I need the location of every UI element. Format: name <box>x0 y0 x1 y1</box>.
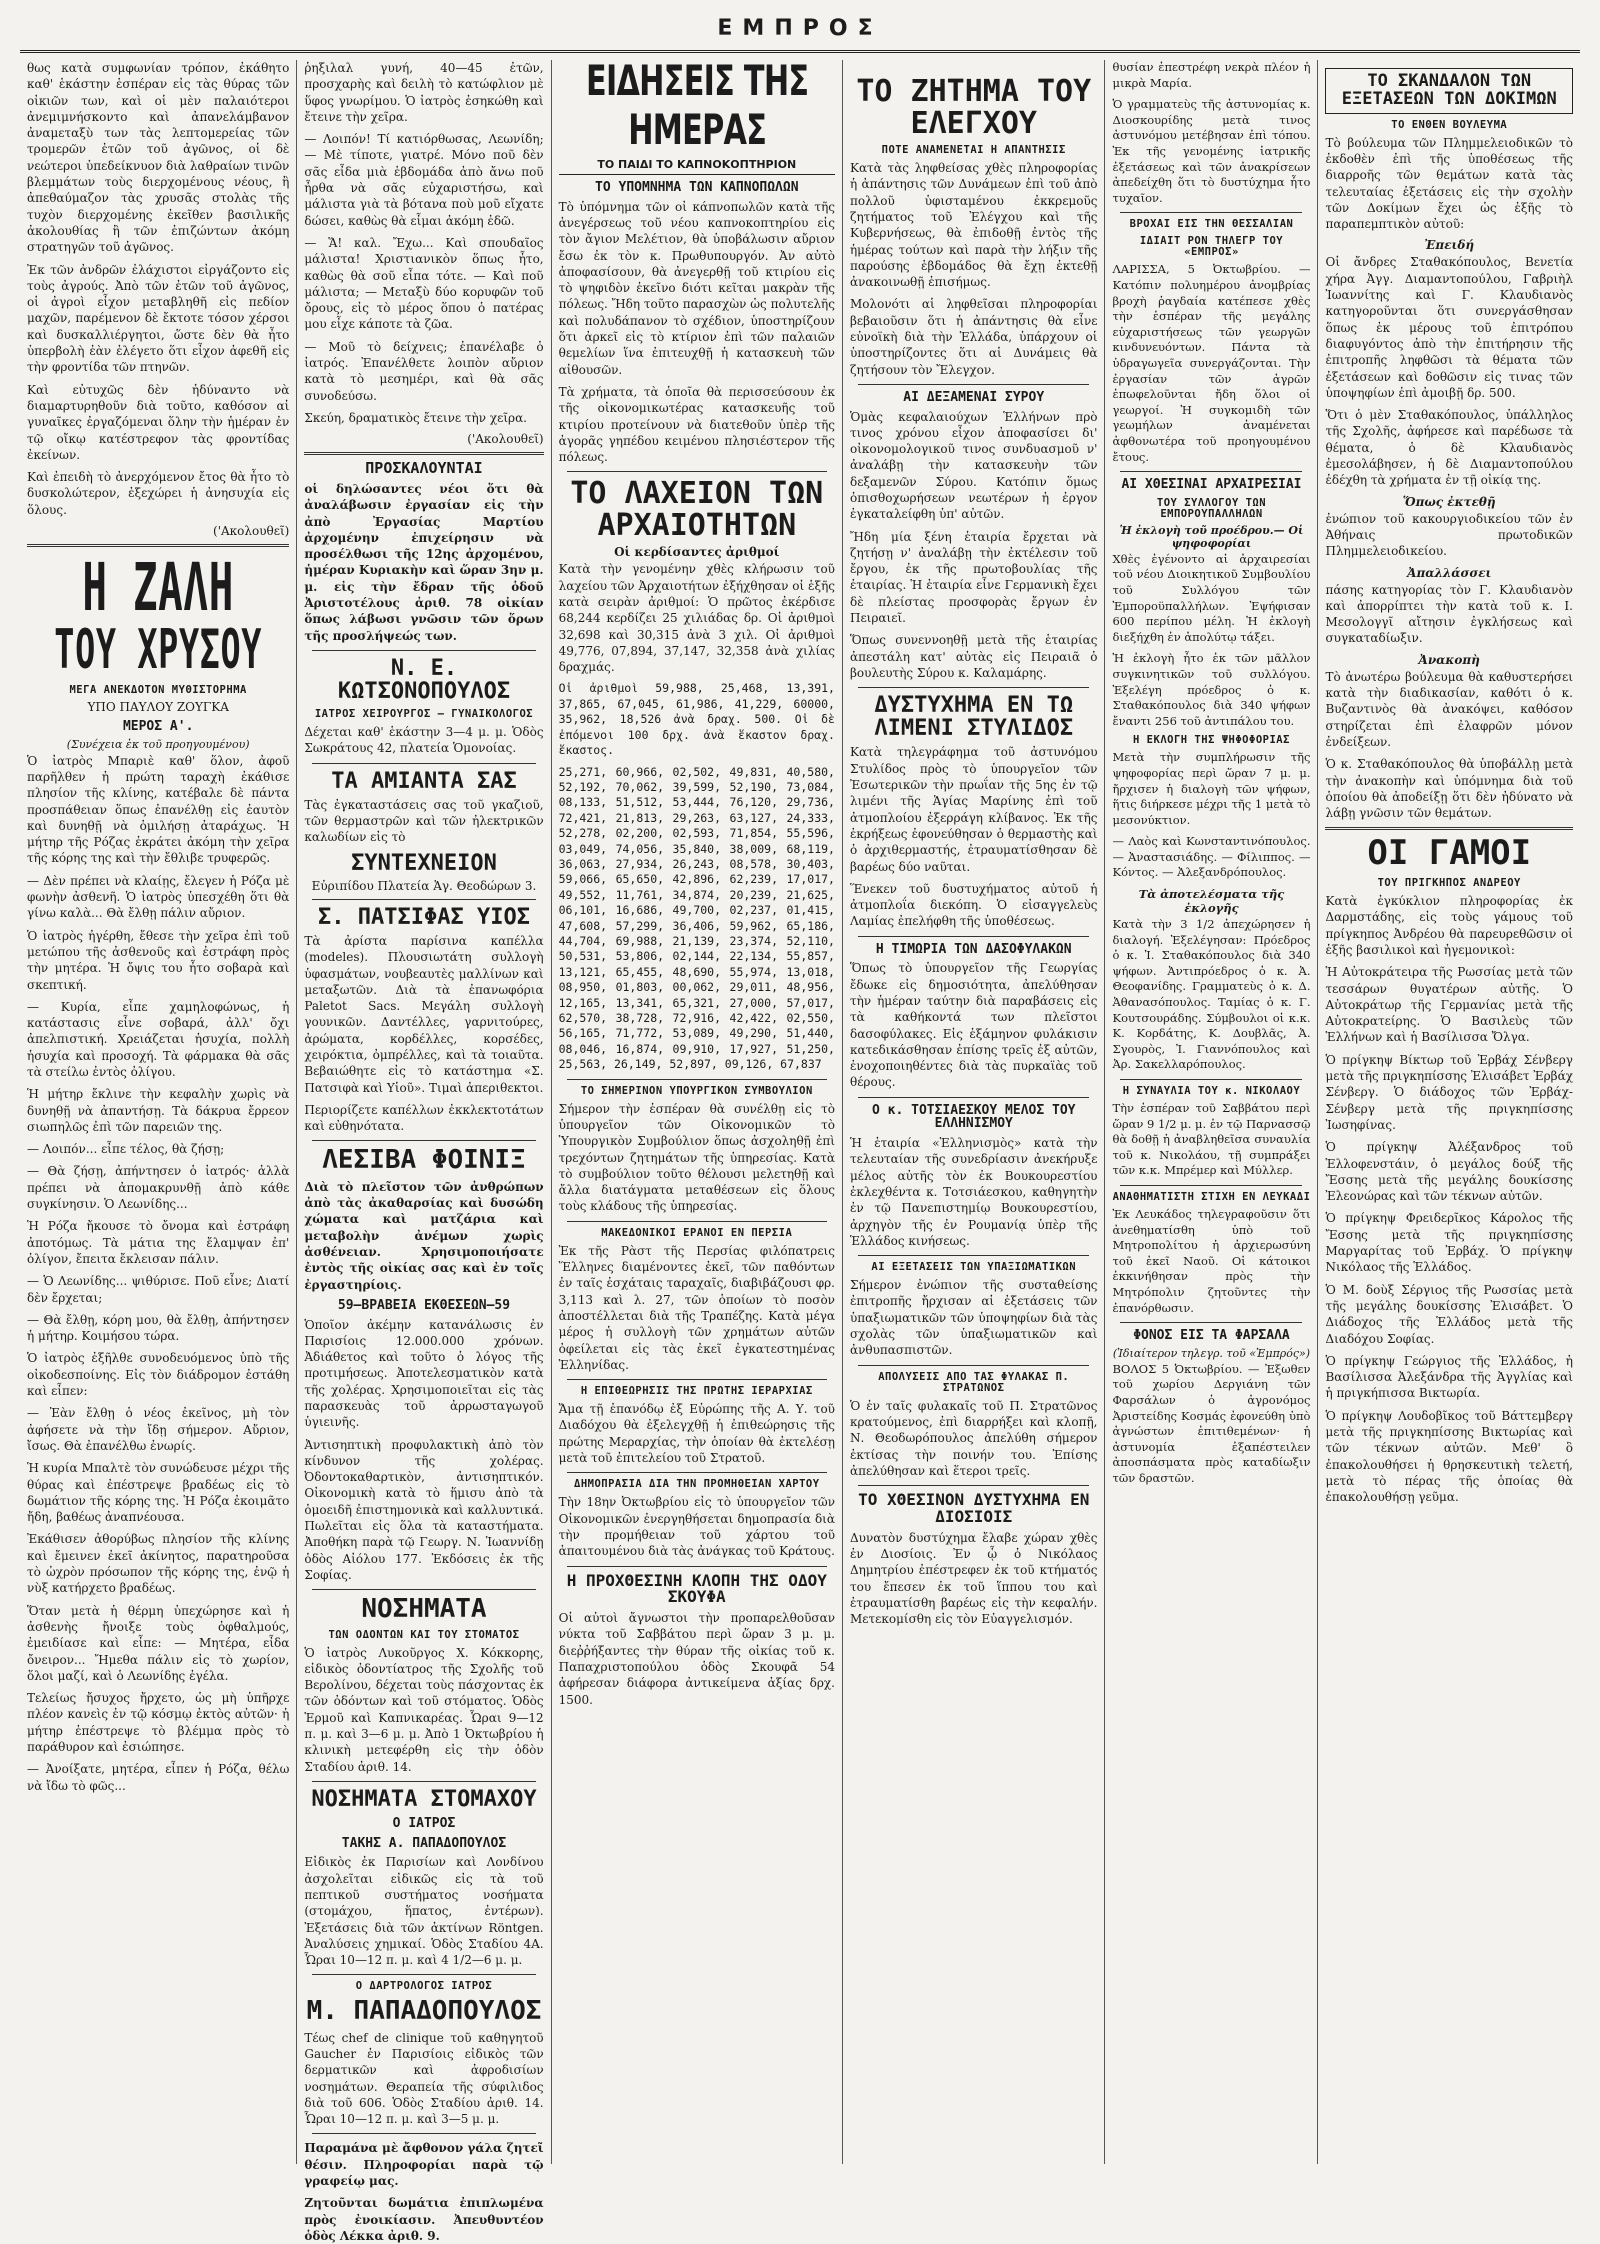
paragraph: ΛΑΡΙΣΣΑ, 5 Ὀκτωβρίου. — Κατόπιν πολυημέρου ἀνομβρίας βροχὴ ῥαγδαία κατέπεσε χθὲς τὴν ἑσπέραν τῆς μεγάλης εὐχαριστήσεως τῶν γεωργῶν κινδυνευόντων. Πάντα τὰ ὑδραγωγεῖα συνεργάζονται. Τὴν ἐργασίαν τῶν ἀγρῶν ἐπωφελοῦνται ἤδη ὅλοι οἱ γεωργοί. Ἡ συγκομιδὴ τῶν γεωμήλων ἀναμένεται ἀφθονωτέρα τοῦ προηγουμένου ἔτους. <box>1112 262 1311 464</box>
paragraph: θως κατὰ συμφωνίαν τρόπον, ἐκάθητο καθ' ἑκάστην ἑσπέραν εἰς τὰς θύρας τῶν οἰκιῶν των, καὶ οἱ μὲν παλαιότεροι ἀνεμιμνήσκοντο καὶ ἀπανελάμβανον ἀναμεταξὺ των τὰς λεπτομερείας τῶν τρομερῶν ἐτῶν τοῦ ἀγῶνος, οἱ δὲ νεώτεροι ὑπεδείκνυον διὰ λαθραίων τινῶν βλεμμάτων τοὺς διερχομένους νέους, ἢ ἀπεθαύμαζον τὰς χρυσᾶς στολὰς τῆς τυχὸν διερχομένης ἐκεῖθεν βασιλικῆς ἀκολουθίας ἢ τῶν ἐπιζώντων ἀκόμη στρατηγῶν τοῦ ἀγῶνος. <box>27 61 290 255</box>
ad-text: Τὰς ἐγκαταστάσεις σας τοῦ γκαζιοῦ, τῶν θερμαστρῶν καὶ τῶν ἠλεκτρικῶν καλωδίων εἰς τὸ <box>304 797 544 845</box>
divider <box>567 1079 827 1080</box>
article-title: ΑΙ ΕΞΕΤΑΣΕΙΣ ΤΩΝ ΥΠΑΞΙΩΜΑΤΙΚΩΝ <box>871 1261 1077 1274</box>
article-title: Τὰ ἀποτελέσματα τῆς ἐκλογῆς <box>1138 887 1285 916</box>
column-4 <box>843 60 1106 2164</box>
paragraph: — Κυρία, εἶπε χαμηλοφώνως, ἡ κατάστασις εἶνε σοβαρά, ἀλλ' ὄχι ἀπελπιστική. Χρειάζεται ἡσυχία, πολλὴ ἡσυχία καὶ προσοχή. Τὰ φάρμακα θὰ σᾶς τὰ στείλω ἐντὸς ὀλίγου. <box>27 999 290 1079</box>
ad-awards: 59—ΒΡΑΒΕΙΑ ΕΚΘΕΣΕΩΝ—59 <box>337 1297 511 1313</box>
column-1 <box>20 60 297 2164</box>
article-title: ΤΟ ΣΗΜΕΡΙΝΟΝ ΥΠΟΥΡΓΙΚΟΝ ΣΥΜΒΟΥΛΙΟΝ <box>580 1084 813 1097</box>
ad-title: ΤΑ ΑΜΙΑΝΤΑ ΣΑΣ <box>331 768 517 794</box>
paragraph: Τὸ βούλευμα τῶν Πλημμελειοδικῶν τὸ ἐκδοθὲν ἐπὶ τῆς ὑποθέσεως τῆς διαρροῆς τῶν θεμάτων κατὰ τὰς τελευταίας ἐξετάσεις εἰς τὴν σχολὴν τῶν Δοκίμων ἔχει ὡς ἑξῆς τὸ παραπεμπτικὸν αὐτοῦ: <box>1325 135 1573 232</box>
paragraph: — Ἅ! καλ. Ἔχω... Καὶ σπουδαῖος μάλιστα! Χριστιανικὸν ὅπως ἦτο, καθὼς θὰ σοῦ εἶπα τότε. — Καὶ ποῦ μάλιστα; — Μεταξὺ δύο κορυφῶν τοῦ ὄρους, εἰς τὸ μέρος ὅπου ὁ πατέρας μου εἶχε κάποτε τὰ ζῶα. <box>304 235 544 332</box>
paragraph: Σήμερον τὴν ἑσπέραν θὰ συνέλθῃ εἰς τὸ ὑπουργεῖον τῶν Οἰκονομικῶν τὸ Ὑπουργικὸν Συμβούλιον ὅπως ἀσχοληθῇ ἐπὶ τρεχόντων ζητημάτων τῆς ὑπηρεσίας. Κατὰ τὸ συμβούλιον τοῦτο θέλουσι μελετηθῇ καὶ ἄλλα διατάγματα μεταθέσεων εἰς ὅλους τοὺς κλάδους τῆς ὑπηρεσίας. <box>558 1101 835 1214</box>
columns <box>20 56 1580 2243</box>
article-subtitle: ΙΔΙΑΙΤ ΡΟΝ ΤΗΛΕΓΡ ΤΟΥ «ΕΜΠΡΟΣ» <box>1139 235 1284 259</box>
paragraph: — Ὁ Λεωνίδης... ψιθύρισε. Ποῦ εἶνε; Διατί δὲν ἔρχεται; <box>27 1274 290 1305</box>
article-title: ΒΡΟΧΑΙ ΕΙΣ ΤΗΝ ΘΕΣΣΑΛΙΑΝ <box>1129 218 1294 231</box>
paragraph: Ἤδη μία ξένη ἑταιρία ἔρχεται νὰ ζητήσῃ ν' ἀναλάβῃ τὴν ἐκτέλεσιν τοῦ ἔργου, ἐκ τῆς πρωτοβουλίας τῆς ἐταιρίας. Ἡ ἑταιρία εἶνε Γερμανικὴ ἔχει δὲ πλείστας προσφορὰς ἔργων ἐν Πειραιεῖ. <box>849 529 1098 626</box>
divider <box>312 1140 535 1141</box>
paragraph: Ὁ ἰατρὸς ἠγέρθη, ἔθεσε τὴν χεῖρα ἐπὶ τοῦ μετώπου τῆς ἀσθενοῦς καὶ ἐστράφη πρὸς τὴν μητέρα. Ἡ ὄψις του ἦτο σοβαρὰ καὶ σκεπτική. <box>27 928 290 992</box>
ad-text: Δέχεται καθ' ἑκάστην 3—4 μ. μ. Ὁδὸς Σωκράτους 42, πλατεία Ὁμονοίας. <box>304 725 544 756</box>
paragraph: Οἱ ἄνδρες Σταθακόπουλος, Βενετία χήρα Ἀγγ. Διαμαντοπούλου, Γαβριὴλ Ἰωαννίτης καὶ Γ. Κλαυδιανὸς κατηγοροῦνται ὅτι συνεργάσθησαν ὅπως ἐκ μέρους τοῦ ἐπιτρόπου διαφυγόντος ἀπὸ τὴν ἐπιτήρησιν τῆς ἐπιτροπῆς ληφθῶσι τὰ θέματα τῶν ἐξετάσεων καὶ δοθῶσιν εἰς τινας τῶν ὑποψηφίων ἐπὶ ἀμοιβῇ δρ. 500. <box>1325 255 1573 400</box>
divider <box>567 471 827 472</box>
divider <box>858 1365 1090 1366</box>
article-title: ΟΙ ΓΑΜΟΙ <box>1367 833 1532 874</box>
article-title: ΤΟ ΣΚΑΝΔΑΛΟΝ ΤΩΝ ΕΞΕΤΑΣΕΩΝ ΤΩΝ ΔΟΚΙΜΩΝ <box>1325 68 1573 114</box>
serial-subtitle: ΜΕΓΑ ΑΝΕΚΔΟΤΟΝ ΜΥΘΙΣΤΟΡΗΜΑ <box>69 684 247 696</box>
article-title: Ο κ. ΤΟΤΣΙΑΕΣΚΟΥ ΜΕΛΟΣ ΤΟΥ ΕΛΛΗΝΙΣΜΟΥ <box>871 1102 1076 1132</box>
ad-title: Ν. Ε. ΚΩΤΣΟΝΟΠΟΥΛΟΣ <box>337 655 511 705</box>
divider <box>312 2133 535 2134</box>
paragraph: — Δὲν πρέπει νὰ κλαίῃς, ἔλεγεν ἡ Ρόζα μὲ φωνὴν ἀσθενῆ. Ὁ ἰατρὸς ὑπεσχέθη ὅτι θὰ γίνω καλὰ... Θὰ ἔλθῃ πάλιν αὔριον. <box>27 873 290 921</box>
paragraph: Ἡ ἑταιρία «Ἑλληνισμὸς» κατὰ τὴν τελευταίαν τῆς συνεδρίασιν ἀνεκήρυξε μέλος αὐτῆς τὸν ἐκ Βουκουρεστίου ἐκλεχθέντα κ. Τοτσιάεσκου, καθηγητὴν ἐν τῷ Πανεπιστημίῳ Βουκουρεστίου, ἀρχηγὸν τῆς ἐν Ρουμανίᾳ ὑπὲρ τῆς Ἑλλάδος κινήσεως. <box>849 1136 1098 1248</box>
divider <box>312 899 535 900</box>
divider <box>567 1379 827 1380</box>
paragraph: Κατὰ τηλεγράφημα τοῦ ἀστυνόμου Στυλίδος πρὸς τὸ ὑπουργεῖον τῶν Ἐσωτερικῶν τὴν πρωΐαν τῆς 5ης ἐν τῷ λιμένι τῆς Ἁγίας Μαρίνης ἐπὶ τοῦ ἀτμοπλοίου ἐξερράγη κλίβανος. Ἐκ τῆς ἐκρήξεως ἐφονεύθησαν ὁ θερμαστὴς καὶ ὁ ἀρχιθερμαστής, ἐτραυματίσθησαν δὲ βαρέως δύο ναῦται. <box>849 745 1098 874</box>
paragraph: Ὅπως τὸ ὑπουργεῖον τῆς Γεωργίας ἔδωκε εἰς δημοσιότητα, ἀπελύθησαν τὴν ἡμέραν ταύτην διὰ παραβάσεις εἰς τὰ καθήκοντά των πλεῖστοι δασοφύλακες. Εἰς ἑξάμηνον φυλάκισιν κατεδικάσθησαν ἐπίσης τρεῖς ἐξ αὐτῶν, ἐνοχοποιηθέντες διὰ τὰς πυρκαϊὰς τοῦ θέρους. <box>849 961 1098 1090</box>
article-title: Η ΣΥΝΑΥΛΙΑ ΤΟΥ κ. ΝΙΚΟΛΑΟΥ <box>1122 1085 1301 1098</box>
continued-note: ('Ακολουθεῖ) <box>467 432 544 447</box>
article-title: ΦΟΝΟΣ ΕΙΣ ΤΑ ΦΑΡΣΑΛΑ <box>1133 1328 1290 1344</box>
article-subtitle: Οἱ κερδίσαντες ἀριθμοί <box>614 545 780 560</box>
ad-text: Περιορίζετε καπέλλων ἐκκλεκτοτάτων καὶ εὐθηνότατα. <box>304 1102 544 1134</box>
article-subtitle: ΤΟΥ ΠΡΙΓΚΗΠΟΣ ΑΝΔΡΕΟΥ <box>1377 877 1521 890</box>
paragraph: Τὸ ἀνωτέρω βούλευμα θὰ καθυστερήσει κατὰ τὴν διαδικασίαν, καθότι ὁ κ. Βυζαντινὸς θὰ ἀνακόψει, καθόσον στηρίζεται ἐπὶ ἐλαφρῶν μόνον ἐνδείξεων. <box>1325 669 1573 749</box>
paragraph: Κατὰ ἐγκύκλιον πληροφορίας ἐκ Δαρμστάδης, εἰς τοὺς γάμους τοῦ πρίγκηπος Ἀνδρέου θὰ παρευρεθῶσιν οἱ ἑξῆς βασιλικοὶ καὶ ἡγεμονικοὶ: <box>1325 894 1573 957</box>
article-title: ΑΙ ΧΘΕΣΙΝΑΙ ΑΡΧΑΙΡΕΣΙΑΙ <box>1121 477 1302 493</box>
article-title: Η ΕΠΙΘΕΩΡΗΣΙΣ ΤΗΣ ΠΡΩΤΗΣ ΙΕΡΑΡΧΙΑΣ <box>580 1385 813 1398</box>
article-title: ΑΠΟΛΥΣΕΙΣ ΑΠΟ ΤΑΣ ΦΥΛΑΚΑΣ Π. ΣΤΡΑΤΩΝΟΣ <box>878 1370 1070 1394</box>
paragraph: Ὁ πρίγκηψ Λουδοβῖκος τοῦ Βάττεμβεργ μετὰ τῆς πριγκηπίσσης Βικτωρίας καὶ τῶν τέκνων αὐτῶν. Μεθ' ὃ ἐπακολουθήσει ἡ θρησκευτικὴ τελετή, μετὰ τὸ πέρας τῆς ὁποίας θὰ ἐπακολουθήσῃ γεῦμα. <box>1325 1408 1573 1505</box>
paragraph: Ὁ κ. Σταθακόπουλος θὰ ὑποβάλλῃ μετὰ τὴν ἀνακοπὴν καὶ ὑπόμνημα διὰ τοῦ ὁποίου θὰ ἀποδείξῃ ὅτι δὲν ἠδύνατο νὰ λάβῃ γνῶσιν τῶν θεμάτων. <box>1325 757 1573 821</box>
divider <box>312 763 535 764</box>
divider <box>1120 212 1302 213</box>
article-title: ΔΗΜΟΠΡΑΣΙΑ ΔΙΑ ΤΗΝ ΠΡΟΜΗΘΕΙΑΝ ΧΑΡΤΟΥ <box>574 1478 820 1491</box>
masthead <box>20 14 1580 53</box>
serial-title-line1: Η ΖΑΛΗ <box>82 549 234 627</box>
article-title: ΑΙ ΔΕΞΑΜΕΝΑΙ ΣΥΡΟΥ <box>903 389 1045 405</box>
ad-title: ΝΟΣΗΜΑΤΑ <box>361 1594 487 1625</box>
paragraph: Ὁ Μ. δοὺξ Σέργιος τῆς Ρωσσίας μετὰ τῆς μεγάλης δουκίσσης Ἐλισάβετ. Ὁ Διάδοχος τῆς Ἑλλάδος μετὰ τῆς Διαδόχου Σοφίας. <box>1325 1282 1573 1346</box>
divider <box>312 1589 535 1590</box>
article-title: ΤΟ ΛΑΧΕΙΟΝ ΤΩΝ ΑΡΧΑΙΟΤΗΤΩΝ <box>570 476 824 543</box>
ad-text: Ὁποῖον ἀκέμην κατανάλωσις ἐν Παρισίοις 12.000.000 χρόνων. Ἀδιάθετος καὶ τοῦτο ὁ λόγος τῆς προτιμήσεως. Ἀποτελεσματικὸν κατὰ τῆς χολέρας. Χρησιμοποιεῖται εἰς τὰς παρασκευὰς τοῦ ἀρρωσταγωγοῦ ὑγιεινῆς. <box>304 1317 544 1430</box>
paragraph: — Λοιπόν... εἶπε τέλος, θὰ ζήσῃ; <box>27 1142 225 1157</box>
article-title: ΤΟ ΧΘΕΣΙΝΟΝ ΔΥΣΤΥΧΗΜΑ ΕΝ ΔΙΟΣΙΟΙΣ <box>858 1490 1090 1526</box>
article-subtitle: ΠΟΤΕ ΑΝΑΜΕΝΕΤΑΙ Η ΑΠΑΝΤΗΣΙΣ <box>881 144 1066 156</box>
paragraph: Μολονότι αἱ ληφθεῖσαι πληροφορίαι βεβαιοῦσιν ὅτι ἡ ἀπάντησις θὰ εἶνε εὐνοϊκὴ διὰ τὴν Ἑλλάδα, ὑπάρχουν οἱ ὑποστηρίζοντες ὅτι αἱ Δυνάμεις θὰ ζητήσουν τὸν Ἔλεγχον. <box>849 297 1098 377</box>
paragraph: Μετὰ τὴν συμπλήρωσιν τῆς ψηφοφορίας περὶ ὥραν 7 μ. μ. ἤρχισεν ἡ διαλογὴ τῶν ψήφων, ἥτις διήρκεσε μέχρι τῆς 1 μετὰ τὸ μεσονύκτιον. <box>1112 750 1311 827</box>
paragraph: Σήμερον ἐνώπιον τῆς συσταθείσης ἐπιτροπῆς ἤρχισαν αἱ ἐξετάσεις τῶν ὑπαξιωματικῶν τῶν ὑποψηφίων διὰ τὰς σχολὰς τῶν ὑπαξιωματικῶν καὶ ἀνθυπασπιστῶν. <box>849 1278 1098 1358</box>
divider <box>1120 1079 1302 1080</box>
paragraph: Ἡ μήτηρ ἔκλινε τὴν κεφαλὴν χωρὶς νὰ δυνηθῇ νὰ ἀπαντήσῃ. Τὰ δάκρυα ἔρρεον σιωπηλῶς ἐπὶ τῶν παρειῶν της. <box>27 1087 290 1134</box>
divider <box>1120 1322 1302 1323</box>
section-keyword: Ἀνακοπὴ <box>1418 652 1480 667</box>
paragraph: Ὅπως συνεννοηθῇ μετὰ τῆς ἑταιρίας ἀπεστάλη κατ' αὐτὰς εἰς Πειραιᾶ ὁ βουλευτὴς Σύρου κ. Καλαμάρης. <box>849 633 1098 680</box>
paragraph: Ὁ πρίγκηψ Ἀλέξανδρος τοῦ Ἑλλοφενστάιν, ὁ μεγάλος δούξ τῆς Ἔσσης μετὰ τῆς μεγάλης δουκίσσης Ἐλεονώρας καὶ τῶν τέκνων αὐτῶν. <box>1325 1140 1573 1204</box>
ad-text: Ζητοῦνται δωμάτια ἐπιπλωμένα πρὸς ἐνοικίασιν. Ἀπευθυντέον ὁδὸς Λέκκα ἀριθ. 9. <box>304 2196 544 2243</box>
paragraph: Τὰ χρήματα, τὰ ὁποῖα θὰ περισσεύσουν ἐκ τῆς οἰκονομικωτέρας κατασκευῆς τοῦ κτιρίου προτείνουν νὰ διατεθοῦν ὑπὲρ τῆς ἀγορᾶς γηπέδου κειμένου πλησιέστερον τῆς πόλεως. <box>558 384 835 465</box>
paragraph: Ἡ κυρία Μπαλτὲ τὸν συνώδευσε μέχρι τῆς θύρας καὶ ἐπέστρεψε βραδέως εἰς τὸ δωμάτιον τῆς κόρης της. Ἡ Ρόζα ἐκοιμᾶτο ἤδη, βαθέως ἀναπνέουσα. <box>27 1461 290 1525</box>
paragraph: Ἕνεκεν τοῦ δυστυχήματος αὐτοῦ ἡ ἀτμοπλοΐα διεκόπη. Ὁ εἰσαγγελεὺς Λαμίας ἐπελήφθη τῆς ὑποθέσεως. <box>849 881 1098 929</box>
paragraph: Ἄμα τῇ ἐπανόδῳ ἐξ Εὐρώπης τῆς Α. Υ. τοῦ Διαδόχου θὰ ἐξελεγχθῇ ἡ ἐπιθεώρησις τῆς πρώτης Μεραρχίας, τὴν ὁποίαν θὰ ἐκτελέσῃ μετὰ τοῦ ἐπιτελείου τοῦ Στρατοῦ. <box>558 1402 835 1466</box>
ad-text: Παραμάνα μὲ ἄφθονον γάλα ζητεῖ θέσιν. Πληροφορίαι παρὰ τῷ γραφείῳ μας. <box>304 2141 544 2189</box>
section-keyword: Ἀπαλλάσσει <box>1407 565 1492 580</box>
ad-title: ΝΟΣΗΜΑΤΑ ΣΤΟΜΑΧΟΥ <box>311 1786 537 1812</box>
paragraph: Τὸ ὑπόμνημα τῶν οἰ κάπνοπωλῶν κατὰ τῆς ἀνεγέρσεως τοῦ νέου καπνοκοπτηρίου εἰς τὸν ἄγιον Μελέτιον, θὰ ὑποβάλωσιν αὔριον ἔσω ἐκ τὸν κ. Πρωθυπουργόν. Ἀν αὐτὸ ἀποφασίσουν, θὰ ἀνεγερθῇ τοῦ κτιρίου εἰς τὸ ψηφιδὸν ἐκεῖνο διότι κεῖται μακρὰν τῆς πόλεως. Ἤδη τοῦτο παρασχὼν ὡς πολυτελῆς καὶ πολυδάπανον τὸ σχέδιον, ὑποστηρίζουν ὅτι ἀρκεῖ εἰς τὸ κτίριον ἐπὶ τῶν παλαιῶν θεμελίων ἵνα ἐπιτευχθῇ ἡ κατασκευὴ τῶν αἰθουσῶν. <box>558 199 835 377</box>
paragraph: Ὁ πρίγκηψ Γεώργιος τῆς Ἑλλάδος, ἡ Βασίλισσα Ἀλεξάνδρα τῆς Ἀγγλίας καὶ ἡ πριγκήπισσα Βικτωρία. <box>1325 1353 1573 1401</box>
paragraph: Δυνατὸν δυστύχημα ἔλαβε χώραν χθὲς ἐν Διοσίοις. Ἐν ᾧ ὁ Νικόλαος Δημητρίου ἐπέστρεφεν ἐκ τοῦ κτήματός του ἔπεσεν ἐκ τοῦ ἵππου του καὶ ἐτραυματίσθη βαρέως εἰς τὴν κεφαλήν. Μετεκομίσθη εἰς τὸν Εὐαγγελισμόν. <box>849 1530 1098 1627</box>
paragraph: Ὁ ἐν ταῖς φυλακαῖς τοῦ Π. Στρατῶνος κρατούμενος, ἐπὶ διαρρήξει καὶ κλοπῇ, Ν. Θεοδωρόπουλος ἀπελύθη σήμερον ἐκτίσας τὴν ποινήν του. Ἐπίσης ἀπελύθησαν καὶ ἕτεροι τρεῖς. <box>849 1398 1098 1478</box>
divider <box>1120 471 1302 472</box>
article-title: Η ΕΚΛΟΓΗ ΤΗΣ ΨΗΦΟΦΟΡΙΑΣ <box>1133 734 1290 747</box>
paragraph: Κατὰ τὴν 3 1/2 ἀπεχώρησεν ἡ διαλογή. Ἐξελέγησαν: Πρόεδρος ὁ κ. Ἰ. Σταθακόπουλος διὰ 340 ψήφων. Ἀντιπρόεδρος ὁ κ. Ἀ. Θεοφανίδης. Γραμματεὺς ὁ κ. Δ. Ἀθανασόπουλος. Ταμίας ὁ κ. Γ. Κουτσουράδης. Σύμβουλοι οἱ κ.κ. Κ. Κορδάτης, Κ. Δουβλᾶς, Ἀ. Σγουρὸς, Ἰ. Γιαννόπουλος καὶ Ἀρ. Σακελλαρόπουλος. <box>1112 917 1311 1072</box>
divider <box>567 1566 827 1567</box>
lottery-numbers: 25,271, 60,966, 02,502, 49,831, 40,580, 52,192, 70,062, 39,599, 52,190, 73,084, 08,133, 51,512, 53,444, 76,120, 29,736, 72,421, 21,813, 29,263, 63,127, 24,333, 52,278, 02,200, 02,593, 71,854, 55,596, 03,049, 74,056, 35,840, 38,009, 68,119, 36,063, 27,934, 26,243, 08,578, 30,403, 59,066, 65,650, 42,896, 62,239, 17,017, 49,552, 11,761, 34,874, 20,239, 21,625, 06,101, 16,686, 49,700, 02,237, 01,415, 47,608, 57,299, 36,406, 59,962, 65,186, 44,704, 69,988, 21,139, 23,374, 52,110, 50,531, 53,806, 02,144, 22,134, 55,857, 13,121, 65,455, 48,690, 55,974, 13,018, 08,950, 01,803, 00,062, 29,011, 48,956, 12,165, 13,341, 65,321, 27,000, 57,017, 62,570, 38,728, 72,916, 42,422, 02,550, 56,165, 71,772, 53,089, 49,290, 51,440, 08,046, 16,874, 09,910, 17,927, 51,250, 25,563, 26,149, 52,897, 09,126, 67,837 <box>558 764 835 1072</box>
article-title: ΤΟ ΥΠΟΜΝΗΜΑ ΤΩΝ ΚΑΠΝΟΠΩΛΩΝ <box>595 180 799 195</box>
continued-note: ('Ακολουθεῖ) <box>213 524 290 539</box>
ad-text: Τὰ ἀρίστα παρίσινα καπέλλα (modeles). Πλουσιωτάτη συλλογὴ ὑφασμάτων, νουβεαυτὲς μαλλίνων καὶ μεταξωτῶν. Διὰ τὰ ἐπανωφόρια Paletot Sacs. Μεγάλη συλλογὴ γουνικῶν. Δαντέλλες, γαρνιτούρες, ἀρώματα, κορδέλλες, κορσέδες, χειρόκτια, ὀμπρέλλες, καὶ τὰ τοιαῦτα. Βεβαιώθητε εἰς τὸ κατάστημα «Σ. Πατσιφὰ καὶ Υἱοῦ». Τιμαὶ ἀπεριθεκτοι. <box>304 933 544 1095</box>
ad-name: Μ. ΠΑΠΑΔΟΠΟΥΛΟΣ <box>306 1996 542 2027</box>
paragraph: Ὅταν μετὰ ἡ θέρμη ὑπεχώρησε καὶ ἡ ἀσθενὴς ἤνοιξε τοὺς ὀφθαλμούς, ἐμειδίασε καὶ εἶπε: — Μητέρα, εἶδα ὄνειρον... Ἤμεθα πάλιν εἰς τὸ χωρίον, ὅλοι μαζί, καὶ ὁ Λεωνίδης ἐγέλα. <box>27 1603 290 1683</box>
candidate-list: — Λαὸς καὶ Κωνσταντινόπουλος. — Ἀναστασιάδης. — Φίλιππος. — Κόντος. — Ἀλεξανδρόπουλος. <box>1112 834 1311 880</box>
ad-subtitle: ΤΩΝ ΟΔΟΝΤΩΝ ΚΑΙ ΤΟΥ ΣΤΟΜΑΤΟΣ <box>328 1628 520 1641</box>
article-subtitle: ΤΟ ΕΝΘΕΝ ΒΟΥΛΕΥΜΑ <box>1391 118 1508 131</box>
paragraph: Ὅτι ὁ μὲν Σταθακόπουλος, ὑπάλληλος τῆς Σχολῆς, ἀφήρεσε καὶ παρέδωσε τὰ θέματα, ὁ δὲ Κλαυδιανὸς ἐμεσολάβησεν, ἡ δὲ Διαμαντοπούλου ἐδέχθη τὰ χρήματα ἐν τῇ οἰκίᾳ της. <box>1325 408 1573 488</box>
paragraph: — Μοῦ τὸ δείχνεις; ἐπανέλαβε ὁ ἰατρός. Ἐπανέλθετε λοιπὸν αὔριον κατὰ τὸ μεσημέρι, καὶ θὰ σᾶς συνοδεύσω. <box>304 339 544 403</box>
article-lead: Ἡ ἐκλογὴ τοῦ προέδρου.— Οἱ ψηφοφορίαι <box>1119 523 1304 550</box>
divider <box>1325 827 1573 830</box>
paragraph: Ὁ ἰατρὸς Μπαριὲ καθ' ὅλον, ἀφοῦ παρῆλθεν ἡ πρώτη ταραχὴ ἐκάθισε πλησίον τῆς κλίνης, κατέβαλε δὲ πάντα προσπάθειαν ὅπως ἐπανέλθῃ εἰς ἑαυτὸν καὶ δυνηθῇ νὰ ὁμιλήσῃ ἀταράχως. Ἡ μήτηρ τῆς Ρόζας ἐκράτει ἀκόμη τὴν χεῖρα τῆς κόρης της καὶ τὴν ἔθλιβε τρυφερῶς. <box>27 753 290 866</box>
divider <box>1120 1185 1302 1186</box>
divider <box>312 1974 535 1975</box>
divider <box>567 1472 827 1473</box>
paragraph: Σκεύη, δραματικὸς ἔτεινε τὴν χεῖρα. <box>304 410 527 425</box>
ad-subtitle: ΙΑΤΡΟΣ ΧΕΙΡΟΥΡΓΟΣ — ΓΥΝΑΙΚΟΛΟΓΟΣ <box>314 708 534 721</box>
paragraph: Ὁμὰς κεφαλαιούχων Ἑλλήνων πρὸ τινος χρόνου εἶχον ἀποφασίσει δι' οἰκονομολογικοῦ τινος συνδυασμοῦ ν' ἀναλάβῃ τὴν κατασκευὴν τῶν δεξαμενῶν Σύρου. Κατόπιν ὅμως ὁπισθοχωρήσεων νεωτέρων ἡ ἐργον ἐγκαταλείφθη ὑπ' αὐτῶν. <box>849 409 1098 522</box>
ad-text: Ἀντισηπτικὴ προφυλακτικὴ ἀπὸ τὸν κίνδυνον τῆς χολέρας. Ὀδοντοκαθαρτικὸν, ἀντισηπτικόν. Οἰκονομικὴ κατὰ τὸ ἥμισυ ἀπὸ τὰ ὁμοειδῆ ἐπιστημονικὰ καὶ καλλυντικά. Πωλεῖται εἰς ὅλα τὰ καταστήματα. Ἀποθήκη παρὰ τῷ Γεωργ. Ν. Ἰωαννίδῃ ὁδὸς Αἰόλου 177. Ἐκδόσεις ἐκ τῆς Σοφίας. <box>304 1437 544 1582</box>
paragraph: — Θὰ ζήσῃ, ἀπήντησεν ὁ ἰατρός· ἀλλὰ πρέπει νὰ ἀπομακρυνθῇ ἀπὸ κάθε συγκίνησιν. Ὁ Λεωνίδης... <box>27 1164 290 1212</box>
paragraph: Τὴν ἑσπέραν τοῦ Σαββάτου περὶ ὥραν 9 1/2 μ. μ. ἐν τῷ Παρνασσῷ θὰ δοθῇ ἡ ἀναβληθεῖσα συναυλία τοῦ κ. Νικολάου, τῇ συμπράξει τῶν κ.κ. Μπρέμερ καὶ Μύλλερ. <box>1112 1101 1311 1178</box>
ad-title: ΛΕΣΙΒΑ ΦΟΙΝΙΞ <box>322 1145 526 1176</box>
article-title: ΜΑΚΕΔΟΝΙΚΟΙ ΕΡΑΝΟΙ ΕΝ ΠΕΡΣΙΑ <box>601 1226 793 1239</box>
ad-title: ΠΡΟΣΚΑΛΟΥΝΤΑΙ <box>365 459 483 478</box>
paragraph: Ἐκ τῆς Ρὰστ τῆς Περσίας φιλόπατρεις Ἕλληνες διαμένοντες ἐκεῖ, τῶν παθόντων ἐν ταῖς ἐσχάταις ταραχαῖς, διαβιβάζουσι φρ. 3,113 καὶ λ. 27, τῶν ὁποίων τὸ ποσὸν ἀποστέλλεται διὰ τῆς Τραπέζης. Κατὰ μέγα μέρος ἡ συλλογὴ τῶν χρημάτων αὐτῶν ὀφείλεται εἰς τὰς ἐκεῖ ἐγκατεστημένας Ἑλληνίδας. <box>558 1243 835 1372</box>
article-title: Η ΤΙΜΩΡΙΑ ΤΩΝ ΔΑΣΟΦΥΛΑΚΩΝ <box>875 941 1072 957</box>
column-2 <box>297 60 551 2243</box>
serial-part: ΜΕΡΟΣ Α'. <box>122 719 194 735</box>
paragraph: — Ἐὰν ἔλθῃ ὁ νέος ἐκεῖνος, μὴ τὸν ἀφήσετε νὰ τὴν ἴδῃ σήμερον. Αὔριον, ἴσως. Θὰ ἐπανέλθω ἐνωρίς. <box>27 1406 290 1453</box>
section-keyword: Ἐπειδή <box>1424 238 1475 253</box>
paragraph: Ὁ πρίγκηψ Βίκτωρ τοῦ Ἐρβάχ Σένβεργ μετὰ τῆς πριγκηπίσσης Ἐλισάβετ Ἐρβάχ Σένβεργ. Ὁ διάδοχος τῶν Ἐρβάχ-Σένβεργ μετὰ τῆς πριγκηπίσσης Ἰωσηφίνας. <box>1325 1052 1573 1132</box>
paragraph: Τελείως ἤσυχος ἤρχετο, ὡς μὴ ὑπῆρχε πλέον κανεὶς ἐν τῷ κόσμῳ ἐκτὸς αὐτῶν· ἡ μήτηρ ἐπέστρεψε τὸ βλέμμα πρὸς τὸ παράθυρον καὶ ἐσιώπησε. <box>27 1691 290 1754</box>
divider <box>858 1097 1090 1098</box>
column-3 <box>552 56 843 2164</box>
article-title: Η ΠΡΟΧΘΕΣΙΝΗ ΚΛΟΠΗ ΤΗΣ ΟΔΟΥ ΣΚΟΥΦΑ <box>566 1570 827 1607</box>
divider <box>858 1255 1090 1256</box>
paragraph: Οἱ αὐτοὶ ἄγνωστοι τὴν προπαρελθοῦσαν νύκτα τοῦ Σαββάτου περὶ ὥραν 3 μ. μ. διεῤῥήξαντες τὴν θύραν τῆς οἰκίας τοῦ κ. Παπαχριστοπούλου ὁδὸς Σκουφᾶ 54 ἀφήρεσαν διάφορα ἀντικείμενα ἀξίας δρχ. 1500. <box>558 1611 835 1707</box>
divider <box>567 1221 827 1222</box>
paragraph: πάσης κατηγορίας τὸν Γ. Κλαυδιανὸν καὶ ἀπορρίπτει τὴν κατὰ τοῦ κ. Ι. Μεσολογγῖ αἴτησιν ἐγκλήσεως καὶ συγκαταδίωξιν. <box>1325 582 1573 646</box>
divider <box>304 452 543 455</box>
paragraph: — Λοιπόν! Τί κατιόρθωσας, Λεωνίδη; — Μὲ τίποτε, γιατρέ. Μόνο ποῦ δὲν σᾶς εἶδα μιὰ ἑβδομάδα ἀπὸ ἄνω ποῦ ἦρθα νὰ σᾶς εὐχαριστήσω, καὶ μάλιστα γιὰ τὰ βότανα ποὺ μοῦ εἴχατε δώσει, καθὼς θὰ εἶμαι ἀκόμη ἐδῶ. <box>304 132 544 228</box>
paragraph: Ὁ πρίγκηψ Φρειδερῖκος Κάρολος τῆς Ἔσσης μετὰ τῆς πριγκηπίσσης Μαργαρίτας τοῦ Ἐρβάχ. Ὁ πρίγκηψ Νικόλαος τῆς Ἑλλάδος. <box>1325 1211 1573 1275</box>
newspaper-title: ΕΜΠΡΟΣ <box>717 16 883 41</box>
paragraph: Τὴν 18ην Ὀκτωβρίου εἰς τὸ ὑπουργεῖον τῶν Οἰκονομικῶν ἐνεργηθήσεται δημοπρασία διὰ τὴν προμήθειαν τοῦ χάρτου τοῦ ἀπαιτουμένου διὰ τὰς ἀνάγκας τοῦ Κράτους. <box>558 1495 835 1559</box>
ad-text: Τέως chef de clinique τοῦ καθηγητοῦ Gaucher ἐν Παρισίοις εἰδικὸς τῶν δερματικῶν καὶ ἀφροδισίων νοσημάτων. Θεραπεία τῆς σύφιλιδος διὰ τοῦ 606. Ὁδὸς Σταδίου ἀριθ. 14. Ὧραι 10—12 π. μ. καὶ 3—5 μ. μ. <box>304 2030 544 2127</box>
paragraph: Ἐκ τῶν ἀνδρῶν ἐλάχιστοι εἰργάζοντο εἰς τοὺς ἀγρούς. Ἀπὸ τῶν ἐτῶν τοῦ ἀγῶνος, οἱ ἀγροὶ εἶχον μεταβληθῆ εἰς πεδίον μαχῶν, παρέμενον δὲ ἔκτοτε τόσον χέρσοι καὶ δυσκαλλιέργητοι, ὥστε δὲν θὰ ἦτο ὑπερβολὴ ἐὰν ἐλέγετο ὅτι εἶχον ἀφεθῆ εἰς τὴν φροντίδα τῶν πτηνῶν. <box>27 262 290 375</box>
serial-author: ΥΠΟ ΠΑΥΛΟΥ ΖΟΥΓΚΑ <box>87 700 229 715</box>
paragraph: — Θὰ ἔλθῃ, κόρη μου, θὰ ἔλθῃ, ἀπήντησεν ἡ μήτηρ. Κοιμήσου τώρα. <box>27 1312 290 1344</box>
paragraph: Χθὲς ἐγένοντο αἱ ἀρχαιρεσίαι τοῦ νέου Διοικητικοῦ Συμβουλίου τοῦ Συλλόγου τῶν Ἐμποροϋπαλλήλων. Ἐψήφισαν 600 περίπου μέλη. Ἡ ἐκλογὴ διεξήχθη ἐν ἀπολύτῳ τάξει. <box>1112 551 1311 644</box>
paragraph: ΒΟΛΟΣ 5 Ὀκτωβρίου. — Ἐξωθεν τοῦ χωρίου Δεργιάνη τῶν Φαρσάλων ὁ ἀγρονόμος Ἀριστείδης Κοσμάς ἐφονεύθη ὑπὸ ἀγνώστων ἐπιτιθεμένων· ἡ ἀστυνομία ἐξαπέστειλεν ἀποσπάσματα πρὸς καταδίωξιν τῶν δραστῶν. <box>1112 1361 1311 1485</box>
paragraph: ἐνώπιον τοῦ κακουργιοδικείου τῶν ἐν Ἀθήναις πρωτοδικῶν Πλημμελειοδικείου. <box>1325 511 1573 559</box>
ad-title: ΣΥΝΤΕΧΝΕΙΟΝ <box>351 850 497 876</box>
paragraph: Ὁ ἰατρὸς ἐξῆλθε συνοδευόμενος ὑπὸ τῆς οἰκοδεσποίνης. Εἰς τὸν διάδρομον ἐστάθη καὶ εἶπεν: <box>27 1351 290 1399</box>
paragraph: Κατὰ τὰς ληφθείσας χθὲς πληροφορίας ἡ ἀπάντησις τῶν Δυνάμεων ἐπὶ τοῦ ἀπὸ πολλοῦ ὑφισταμένου ἐκκρεμοῦς ζητήματος τοῦ Ἐλέγχου καὶ τῆς Κυβερνήσεως, θὰ ἐπιδοθῇ ἐντὸς τῆς ἡμέρας τούτων καὶ παρὰ τὴν λήξιν τῆς παρούσης ἑβδομάδος θὰ ἔχῃ ἐκτεθῇ ἀνακοινωθῇ ἐπισήμως. <box>849 161 1098 290</box>
divider <box>27 544 289 547</box>
paragraph: — Ἀνοίξατε, μητέρα, εἶπεν ἡ Ρόζα, θέλω νὰ ἴδω τὸ φῶς... <box>27 1762 290 1793</box>
ad-text: Διὰ τὸ πλεῖστον τῶν ἀνθρώπων ἀπὸ τὰς ἀκαθαρσίας καὶ δυσώδη χώματα καὶ ματζάρια καὶ μεταβολὴν ἀνέμων χωρὶς ἀσθένειαν. Χρησιμοποιήσατε ἐντὸς τῆς οἰκίας σας καὶ ἐν τοῖς ἐργαστηρίοις. <box>304 1179 544 1292</box>
divider <box>858 687 1090 688</box>
divider <box>858 384 1090 385</box>
section-banner: ΕΙΔΗΣΕΙΣ ΤΗΣ ΗΜΕΡΑΣ <box>585 56 808 154</box>
section-keyword: Ὅπως ἐκτεθῇ <box>1402 494 1496 509</box>
article-subtitle: (Ἰδιαίτερον τηλεγρ. τοῦ «Ἐμπρός») <box>1112 1346 1311 1360</box>
paragraph: Καὶ εὐτυχῶς δὲν ἠδύναντο νὰ διαμαρτυρηθοῦν διὰ τοῦτο, καθόσον αἱ γυναῖκες ἐργαζόμεναι ὅλην τὴν ἡμέραν ἐν τῷ οἴκῳ κατέστρεφον τὰς φροντίδας ἐκείνων. <box>27 382 290 462</box>
ad-subtitle: Ο ΙΑΤΡΟΣ <box>392 1816 456 1832</box>
section-strip: ΤΟ ΠΑΙΔΙ ΤΟ ΚΑΠΝΟΚΟΠΤΗΡΙΟΝ <box>559 158 835 175</box>
paragraph: Κατὰ τὴν γενομένην χθὲς κλήρωσιν τοῦ λαχείου τῶν Ἀρχαιοτήτων ἐξήχθησαν οἱ ἑξῆς κατὰ σειρὰν ἀριθμοί: Ὁ πρῶτος ἐκέρδισε 68,244 κερδίζει 25 χιλιάδας δρ. Οἱ ἀριθμοὶ 32,698 καὶ 30,315 ἀνὰ 3 χιλ. Οἱ ἀριθμοὶ 49,776, 07,894, 37,147, 32,358 ἀνὰ χιλίας δραχμάς. <box>558 562 835 675</box>
serial-title-line2: ΤΟΥ ΧΡΥΣΟΥ <box>54 618 263 682</box>
article-title: ΑΝΑΘΗΜΑΤΙΣΤΗ ΣΤΙΧΗ ΕΝ ΛΕΥΚΑΔΙ <box>1112 1191 1311 1203</box>
column-6 <box>1318 60 1580 2164</box>
ad-address: Εὐριπίδου Πλατεία Ἁγ. Θεοδώρων 3. <box>311 878 537 893</box>
paragraph: Ἡ Ρόζα ἤκουσε τὸ ὄνομα καὶ ἐστράφη ἀποτόμως. Τὰ μάτια της ἔλαμψαν ἐπ' ὀλίγον, ἔπειτα ἔκλεισαν πάλιν. <box>27 1219 290 1266</box>
ad-text: Ὁ ἰατρὸς Λυκοῦργος Χ. Κόκκορης, εἰδικὸς ὀδοντίατρος τῆς Σχολῆς τοῦ Βερολίνου, δέχεται τοὺς πάσχοντας ἐκ τῶν ὀδόντων καὶ τοῦ στόματος. Ὁδὸς Ἑρμοῦ καὶ Καπνικαρέας. Ὧραι 9—12 π. μ. καὶ 3—6 μ. μ. Ἀπὸ 1 Ὀκτωβρίου ἡ κλινικὴ μετεφέρθη εἰς τὴν ὁδὸν Σταδίου ἀριθ. 14. <box>304 1645 544 1774</box>
article-subtitle: ΤΟΥ ΣΥΛΛΟΓΟΥ ΤΩΝ ΕΜΠΟΡΟΥΠΑΛΛΗΛΩΝ <box>1156 496 1267 520</box>
article-title: ΤΟ ΖΗΤΗΜΑ ΤΟΥ ΕΛΕΓΧΟΥ <box>856 74 1092 141</box>
ad-text: οἱ δηλώσαντες νέοι ὅτι θὰ ἀναλάβωσιν ἐργασίαν εἰς τὴν ἀπὸ Ἐργασίας Μαρτίου ἀρχομένην ἐπιχείρησιν νὰ προσέλθωσι τῆς 12ης ἀρχομένου, ἡμέραν Κυριακὴν καὶ ὥραν 3ην μ. μ. εἰς τὴν ἔδραν τῆς ὁδοῦ Ἀριστοτέλους ἀριθ. 78 οἰκίαν ὅπως λάβωσι γνῶσιν τῶν ὅρων τῆς προσλήψεώς των. <box>304 481 544 643</box>
paragraph: Καὶ ἐπειδὴ τὸ ἀνερχόμενον ἔτος θὰ ἦτο τὸ δυσκολώτερον, ἐξεχώρει ἡ ἀνησυχία εἰς ὅλους. <box>27 470 290 517</box>
divider <box>312 650 535 651</box>
serial-continuation: (Συνέχεια ἐκ τοῦ προηγουμένου) <box>66 737 250 751</box>
paragraph: Ἐκ Λευκάδος τηλεγραφοῦσιν ὅτι ἀνεθηματίσθη ὑπὸ τοῦ Μητροπολίτου ἡ ἀρχιερωσύνη τοῦ ἐκεῖ Ναοῦ. Οἱ κάτοικοι ἐκκινήθησαν πρὸς τὴν Μητρόπολιν ζητοῦντες τὴν ἐπανόρθωσιν. <box>1112 1207 1311 1315</box>
newspaper-page <box>20 14 1580 2243</box>
divider <box>312 1781 535 1782</box>
divider <box>858 936 1090 937</box>
ad-text: Εἰδικὸς ἐκ Παρισίων καὶ Λονδίνου ἀσχολεῖται εἰδικῶς εἰς τὰ τοῦ πεπτικοῦ συστήματος νοσήματα (στομάχου, ἥπατος, ἐντέρων). Ἐξετάσεις διὰ τῶν ἀκτίνων Röntgen. Ἀναλύσεις χημικαί. Ὁδὸς Σταδίου 4Α. Ὧραι 10—12 π. μ. καὶ 4 1/2—6 μ. μ. <box>304 1855 544 1968</box>
ad-name: ΤΑΚΗΣ Α. ΠΑΠΑΔΟΠΟΥΛΟΣ <box>341 1835 507 1851</box>
column-5 <box>1105 60 1318 2164</box>
paragraph: Ἡ Αὐτοκράτειρα τῆς Ρωσσίας μετὰ τῶν τεσσάρων θυγατέρων αὐτῆς. Ὁ Αὐτοκράτωρ τῆς Γερμανίας μετὰ τῆς Αὐτοκρατείρης. Ὁ Βασιλεὺς τῶν Ἑλλήνων καὶ ἡ Βασίλισσα Ὄλγα. <box>1325 965 1573 1045</box>
paragraph: θυσίαν ἐπεστρέφη νεκρὰ πλέον ἡ μικρὰ Μαρία. <box>1112 60 1311 90</box>
paragraph: ῥηξιλαλ γυνή, 40—45 ἐτῶν, προσχαρὴς καὶ δειλὴ τὸ κατώφλιον μὲ ὕφος γνωρίμου. Ὁ ἰατρὸς ἐσηκώθη καὶ ἔτεινε τὴν χεῖρα. <box>304 61 544 124</box>
ad-title: Σ. ΠΑΤΣΙΦΑΣ ΥΙΟΣ <box>318 904 530 930</box>
paragraph: Ἐκάθισεν ἀθορύβως πλησίον τῆς κλίνης καὶ ἔμεινεν ἐκεῖ ἀκίνητος, παρατηροῦσα τὸ ὠχρὸν πρόσωπον τῆς κόρης της, ἐνῷ ἡ νὺξ κατήρχετο βραδέως. <box>27 1532 290 1596</box>
lottery-numbers: Οἱ ἀριθμοὶ 59,988, 25,468, 13,391, 37,865, 67,045, 61,986, 41,229, 60000, 35,962, 18,526 ἀνὰ δραχ. 500. Οἱ δὲ ἐπόμενοι 100 δρχ. ἀνὰ ἕκαστον δραχ. ἕκαστος. <box>558 681 835 758</box>
paragraph: Ὁ γραμματεὺς τῆς ἀστυνομίας κ. Διοσκουρίδης μετὰ τινος ἀστυνόμου μετέβησαν ἐπὶ τόπου. Ἐκ τῆς γενομένης ἰατρικῆς ἐξετάσεως καὶ τῶν ἀνακρίσεων ἀπεδείχθη ὅτι τὸ δυστύχημα ἦτο τυχαῖον. <box>1112 97 1311 205</box>
article-title: ΔΥΣΤΥΧΗΜΑ ΕΝ ΤΩ ΛΙΜΕΝΙ ΣΤΥΛΙΔΟΣ <box>874 693 1074 742</box>
paragraph: Ἡ ἐκλογὴ ἦτο ἐκ τῶν μᾶλλον συγκινητικῶν τοῦ συλλόγου. Ἐξελέγη πρόεδρος ὁ κ. Σταθακόπουλος διὰ 340 ψήφων ἔναντι 256 τοῦ ἀντιπάλου του. <box>1112 651 1311 728</box>
divider <box>858 1485 1090 1486</box>
ad-subtitle: Ο ΔΑΡΤΡΟΛΟΓΟΣ ΙΑΤΡΟΣ <box>355 1980 493 1993</box>
